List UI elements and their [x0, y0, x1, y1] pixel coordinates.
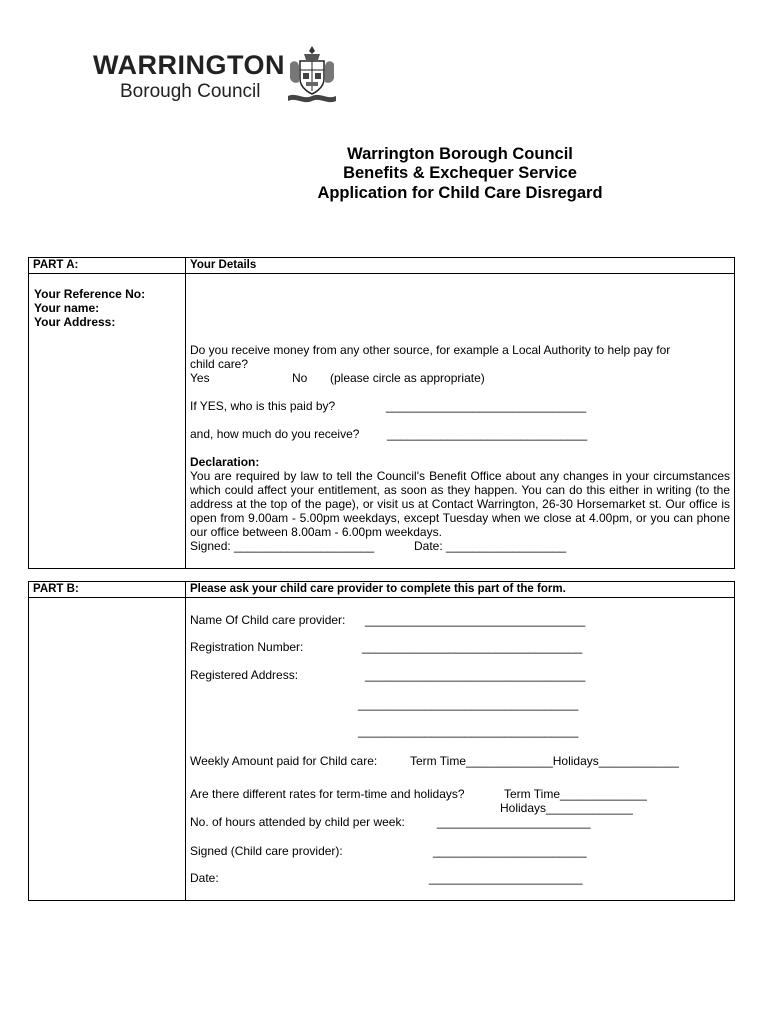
header-line-3: Application for Child Care Disregard [317, 184, 603, 202]
hours-attended-field[interactable]: _______________________ [437, 815, 591, 829]
part-a-column-divider [185, 258, 186, 568]
rates-term-time-field[interactable]: Term Time_____________ [504, 787, 647, 801]
coat-of-arms-icon [284, 44, 340, 106]
declaration-text: You are required by law to tell the Council's Benefit Office about any changes in your circumstances which could affect your entitlement, as soon as they happen. You can do this either in writing (to the address at the top of the page), or visit us at Contact Warrington, 26-30 Horsemarket st. Our office is open from 9.00am - 5.00pm weekdays, except Tuesday when we close at 4.00pm, or you can phone our office between 8.00am - 6.00pm weekdays. [190, 469, 730, 539]
circle-note: (please circle as appropriate) [330, 371, 485, 385]
provider-date-label: Date: [190, 871, 219, 885]
paid-by-label: If YES, who is this paid by? [190, 399, 336, 413]
declaration-block [190, 455, 730, 539]
part-a-title: Your Details [190, 259, 257, 271]
provider-name-label: Name Of Child care provider: [190, 613, 346, 627]
provider-date-field[interactable]: _______________________ [429, 871, 583, 885]
other-source-question: Do you receive money from any other source, for example a Local Authority to help pay for [190, 343, 671, 357]
part-a-header-row [29, 258, 734, 274]
different-rates-label: Are there different rates for term-time and holidays? [190, 787, 465, 801]
part-b-section [28, 581, 735, 901]
registration-number-field[interactable]: _________________________________ [362, 640, 583, 654]
amount-received-label: and, how much do you receive? [190, 427, 360, 441]
paid-by-field[interactable]: ______________________________ [386, 399, 587, 413]
other-source-question-cont: child care? [190, 357, 249, 371]
address-label: Your Address: [34, 315, 116, 329]
header-line-2: Benefits & Exchequer Service [343, 164, 577, 182]
name-label: Your name: [34, 301, 100, 315]
header-line-1: Warrington Borough Council [347, 145, 573, 163]
declaration-title: Declaration: [190, 455, 260, 469]
weekly-amount-fields[interactable]: Term Time_____________Holidays____________ [410, 754, 679, 768]
part-a-label: PART A: [33, 259, 79, 271]
registered-address-field-2[interactable]: _________________________________ [358, 697, 579, 711]
logo-subtitle: Borough Council [120, 81, 261, 102]
registration-number-label: Registration Number: [190, 640, 304, 654]
part-b-title: Please ask your child care provider to complete this part of the form. [190, 583, 566, 595]
provider-signature-label: Signed (Child care provider): [190, 844, 343, 858]
yes-option[interactable]: Yes [190, 371, 210, 385]
part-b-column-divider [185, 582, 186, 900]
registered-address-field-3[interactable]: _________________________________ [358, 724, 579, 738]
logo-wordmark: WARRINGTON [93, 50, 285, 80]
applicant-date-field[interactable]: Date: __________________ [414, 539, 567, 553]
provider-name-field[interactable]: _________________________________ [365, 613, 586, 627]
reference-label: Your Reference No: [34, 287, 146, 301]
registered-address-field-1[interactable]: _________________________________ [365, 668, 586, 682]
part-b-label: PART B: [33, 583, 79, 595]
amount-received-field[interactable]: ______________________________ [387, 427, 588, 441]
no-option[interactable]: No [292, 371, 308, 385]
rates-holidays-field[interactable]: Holidays_____________ [500, 801, 633, 815]
weekly-amount-label: Weekly Amount paid for Child care: [190, 754, 378, 768]
applicant-signature-field[interactable]: Signed: _____________________ [190, 539, 375, 553]
hours-attended-label: No. of hours attended by child per week: [190, 815, 405, 829]
registered-address-label: Registered Address: [190, 668, 299, 682]
provider-signature-field[interactable]: _______________________ [433, 844, 587, 858]
